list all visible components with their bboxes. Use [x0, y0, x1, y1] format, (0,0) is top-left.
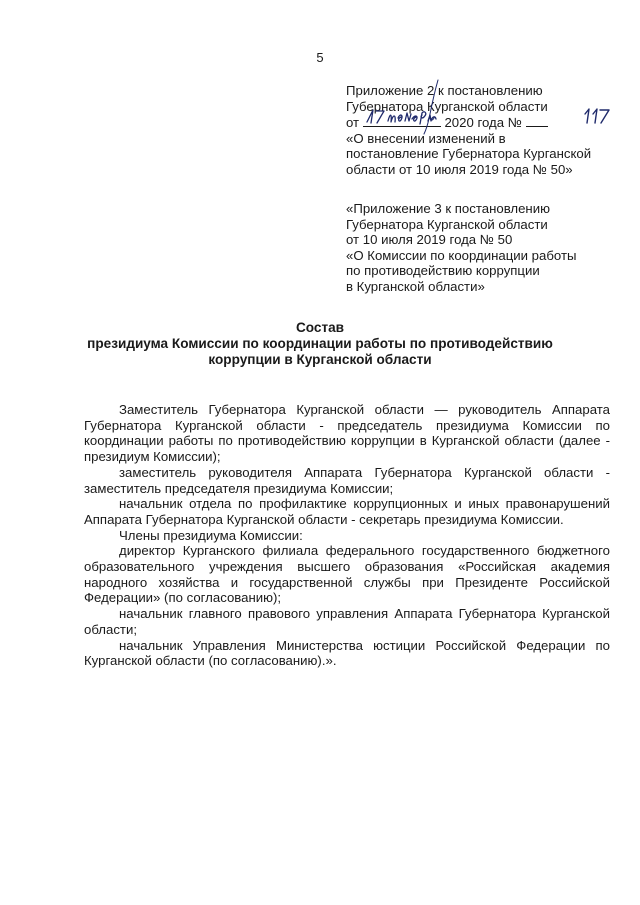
date-prefix: от: [346, 115, 360, 131]
orig-line-5: по противодействию коррупции: [346, 263, 540, 279]
paragraph-chairman: Заместитель Губернатора Курганской области — руководитель Аппарата Губернатора Курганской области - председатель президиума Комиссии по координации работы по противодействию коррупции в Курганской области (далее - президиум Комиссии);: [84, 402, 610, 465]
header-line-4: «О внесении изменений в: [346, 130, 506, 146]
document-title: [0, 320, 640, 368]
orig-line-3: от 10 июля 2019 года № 50: [346, 232, 513, 248]
date-blank: [363, 114, 441, 127]
paragraph-member-justice: начальник Управления Министерства юстиции Российской Федерации по Курганской области (по согласованию).».: [84, 637, 610, 669]
title-line-1: Состав: [295, 320, 345, 335]
header-line-5: постановление Губернатора Курганской: [346, 146, 592, 162]
paragraph-member-ranepa: директор Курганского филиала федерального государственного бюджетного образовательного учреждения высшего образования «Российская академия народного хозяйства и государственной службы при Президенте Российской Федерации» (по согласованию);: [84, 543, 610, 606]
document-body: [84, 402, 610, 669]
original-appendix-header: [346, 201, 616, 295]
paragraph-secretary: начальник отдела по профилактике коррупционных и иных правонарушений Аппарата Губернатора Курганской области - секретарь президиума Комиссии.: [84, 496, 610, 527]
paragraph-deputy-chairman: заместитель руководителя Аппарата Губернатора Курганской области - заместитель председателя президиума Комиссии;: [84, 464, 610, 496]
number-blank: [526, 114, 548, 127]
orig-line-1: «Приложение 3 к постановлению: [346, 201, 550, 216]
date-suffix: 2020 года №: [444, 115, 522, 131]
orig-line-2: Губернатора Курганской области: [346, 216, 548, 232]
header-date-line: [346, 114, 616, 131]
header-line-2: Губернатора Курганской области: [346, 98, 548, 114]
header-line-6: области от 10 июля 2019 года № 50»: [346, 161, 573, 177]
header-line-1: Приложение 2 к постановлению: [346, 83, 543, 98]
amendment-header: [346, 83, 616, 178]
page-number: 5: [316, 50, 324, 65]
title-line-3: коррупции в Курганской области: [208, 352, 432, 367]
orig-line-6: в Курганской области»: [346, 278, 485, 294]
paragraph-members-heading: Члены президиума Комиссии:: [119, 527, 303, 543]
orig-line-4: «О Комиссии по координации работы: [346, 247, 577, 263]
title-line-2: президиума Комиссии по координации работы по противодействию: [87, 336, 553, 351]
paragraph-member-legal: начальник главного правового управления Аппарата Губернатора Курганской области;: [84, 606, 610, 637]
